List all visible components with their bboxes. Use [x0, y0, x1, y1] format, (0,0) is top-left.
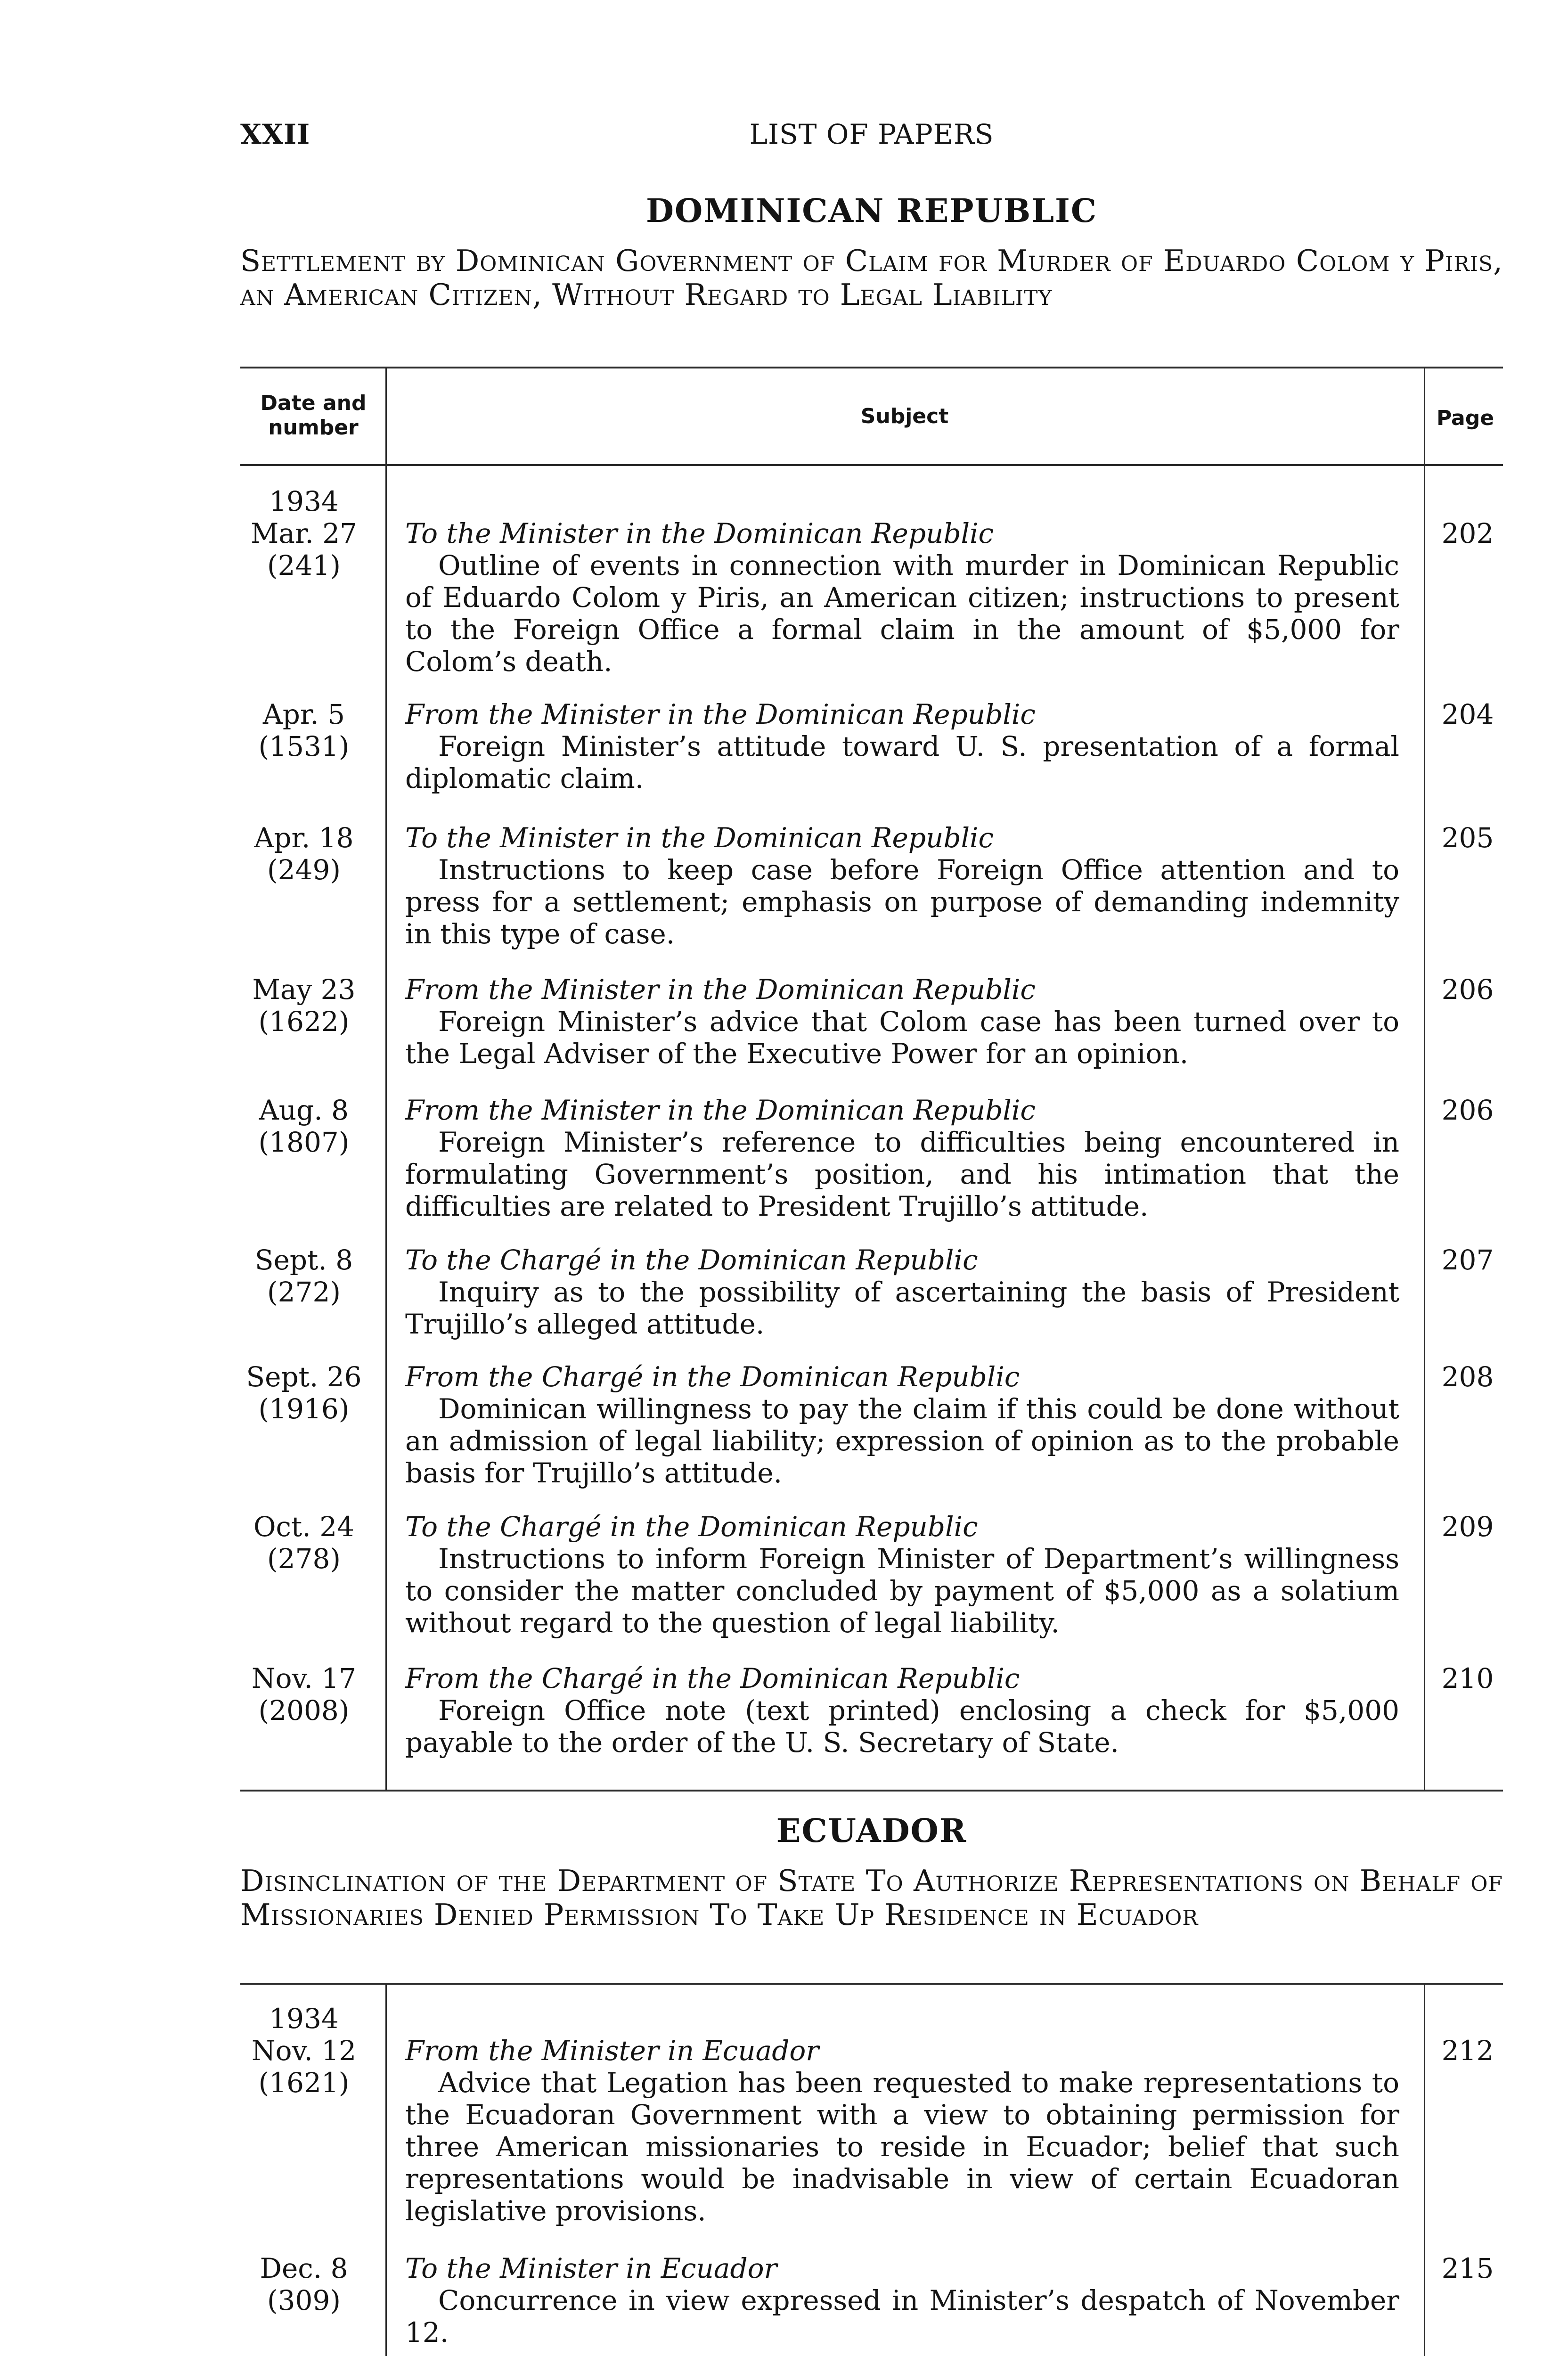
entry-year: 1934 [269, 2003, 339, 2035]
entry-page: 208 [1441, 1361, 1494, 1393]
entry-number: (278) [267, 1543, 341, 1575]
entry-number: (1807) [258, 1126, 350, 1158]
entry-addressee: To the Minister in the Dominican Republic [405, 517, 994, 549]
entry-description: Advice that Legation has been requested to make representations to the Ecuadoran Government with a view to obtaining permission for three American missionaries to reside in Ecuador; belief that such representations would be inadvisable in view of certain Ecuadoran legislative provisions. [405, 2067, 1399, 2227]
entry-number: (241) [267, 549, 341, 581]
entry-addressee: To the Chargé in the Dominican Republic [405, 1511, 978, 1543]
entry-number: (309) [267, 2284, 341, 2316]
entry-date [240, 2252, 368, 2316]
entry-day: May 23 [252, 973, 356, 1006]
entry-page: 209 [1441, 1511, 1494, 1543]
entry-date [240, 822, 368, 886]
entry-number: (1916) [258, 1393, 350, 1425]
entry-addressee: From the Minister in the Dominican Republic [405, 1094, 1036, 1126]
entry-number: (1622) [258, 1006, 350, 1038]
section-subtitle: Settlement by Dominican Government of Claim for Murder of Eduardo Colom y Piris, an American Citizen, Without Regard to Legal Liability [240, 244, 1503, 312]
entry-description: Instructions to inform Foreign Minister of Department’s willingness to consider the matter concluded by payment of $5,000 as a solatium without regard to the question of legal liability. [405, 1543, 1399, 1639]
entry-description: Outline of events in connection with murder in Dominican Republic of Eduardo Colom y Piris, an American citizen; instructions to present to the Foreign Office a formal claim in the amount of $5,000 for Colom’s death. [405, 549, 1399, 678]
column-divider [385, 1983, 387, 2356]
entry-day: Sept. 26 [246, 1361, 362, 1393]
running-head [240, 113, 1503, 155]
entry-description: Foreign Minister’s advice that Colom case has been turned over to the Legal Adviser of the Executive Power for an opinion. [405, 1006, 1399, 1070]
entry-date [240, 485, 368, 581]
entry-page: 202 [1441, 517, 1494, 549]
entry-subject [405, 517, 1399, 678]
entry-subject [405, 2035, 1399, 2227]
entry-addressee: From the Chargé in the Dominican Republic [405, 1361, 1020, 1393]
entry-page: 206 [1441, 973, 1494, 1006]
entry-addressee: From the Minister in the Dominican Republic [405, 973, 1036, 1006]
entry-day: Aug. 8 [259, 1094, 349, 1126]
page-column-header: Page [1436, 406, 1494, 430]
entry-date [240, 698, 368, 762]
entry-page: 212 [1441, 2035, 1494, 2067]
entry-page: 204 [1441, 698, 1494, 730]
entry-date [240, 1094, 368, 1158]
entry-subject [405, 1244, 1399, 1340]
dominican-section-heading [240, 188, 1503, 312]
entry-addressee: From the Chargé in the Dominican Republic [405, 1662, 1020, 1694]
entry-addressee: From the Minister in the Dominican Republic [405, 698, 1036, 730]
table-header-rule [240, 464, 1503, 466]
entry-description: Foreign Minister’s reference to difficulties being encountered in formulating Government’s position, and his intimation that the difficulties are related to President Trujillo’s attitude. [405, 1126, 1399, 1222]
column-divider [1424, 367, 1425, 1790]
entry-subject [405, 822, 1399, 950]
entry-day: Dec. 8 [260, 2252, 348, 2284]
entry-day: Nov. 17 [251, 1662, 357, 1694]
entry-day: Nov. 12 [251, 2035, 357, 2067]
table-top-rule [240, 367, 1503, 368]
section-title: DOMINICAN REPUBLIC [646, 192, 1097, 230]
entry-number: (1531) [258, 730, 350, 762]
entry-addressee: To the Minister in the Dominican Republic [405, 822, 994, 854]
entry-number: (249) [267, 854, 341, 886]
entry-date [240, 2003, 368, 2099]
section-title: ECUADOR [776, 1812, 967, 1850]
table-top-rule [240, 1983, 1503, 1985]
entry-description: Concurrence in view expressed in Minister’s despatch of November 12. [405, 2284, 1399, 2348]
entry-addressee: To the Chargé in the Dominican Republic [405, 1244, 978, 1276]
ecuador-section-heading [240, 1808, 1503, 1932]
entry-subject [405, 1094, 1399, 1222]
entry-number: (1621) [258, 2067, 350, 2099]
entry-description: Foreign Office note (text printed) enclosing a check for $5,000 payable to the order of the U. S. Secretary of State. [405, 1694, 1399, 1759]
entry-description: Foreign Minister’s attitude toward U. S. presentation of a formal diplomatic claim. [405, 730, 1399, 794]
entry-date [240, 1244, 368, 1308]
entry-subject [405, 1662, 1399, 1759]
entry-subject [405, 973, 1399, 1070]
entry-day: Apr. 5 [262, 698, 345, 730]
entry-day: Sept. 8 [254, 1244, 353, 1276]
section-subtitle: Disinclination of the Department of State To Authorize Representations on Behalf of Missionaries Denied Permission To Take Up Residence in Ecuador [240, 1864, 1503, 1932]
entry-number: (272) [267, 1276, 341, 1308]
entry-page: 206 [1441, 1094, 1494, 1126]
entry-date [240, 1511, 368, 1575]
table-bottom-rule [240, 1790, 1503, 1792]
entry-date [240, 973, 368, 1038]
page-number: XXII [240, 118, 310, 150]
entry-subject [405, 698, 1399, 794]
entry-subject [405, 1511, 1399, 1639]
entry-date [240, 1361, 368, 1425]
entry-day: Mar. 27 [251, 517, 357, 549]
entry-page: 207 [1441, 1244, 1494, 1276]
entry-addressee: From the Minister in Ecuador [405, 2035, 819, 2067]
entry-subject [405, 1361, 1399, 1489]
entry-page: 215 [1441, 2252, 1494, 2284]
running-title: LIST OF PAPERS [749, 118, 994, 150]
entry-year: 1934 [269, 485, 339, 517]
entry-addressee: To the Minister in Ecuador [405, 2252, 777, 2284]
subject-column-header: Subject [860, 404, 949, 428]
entry-page: 210 [1441, 1662, 1494, 1694]
entry-description: Inquiry as to the possibility of ascertaining the basis of President Trujillo’s alleged attitude. [405, 1276, 1399, 1340]
entry-description: Instructions to keep case before Foreign Office attention and to press for a settlement; emphasis on purpose of demanding indemnity in this type of case. [405, 854, 1399, 950]
entry-date [240, 1662, 368, 1726]
date-column-header: Date and number [260, 391, 367, 440]
entry-day: Apr. 18 [254, 822, 354, 854]
entry-number: (2008) [258, 1694, 350, 1726]
column-divider [385, 367, 387, 1790]
entry-day: Oct. 24 [253, 1511, 355, 1543]
entry-page: 205 [1441, 822, 1494, 854]
entry-subject [405, 2252, 1399, 2348]
entry-description: Dominican willingness to pay the claim if this could be done without an admission of legal liability; expression of opinion as to the probable basis for Trujillo’s attitude. [405, 1393, 1399, 1489]
column-divider [1424, 1983, 1425, 2356]
